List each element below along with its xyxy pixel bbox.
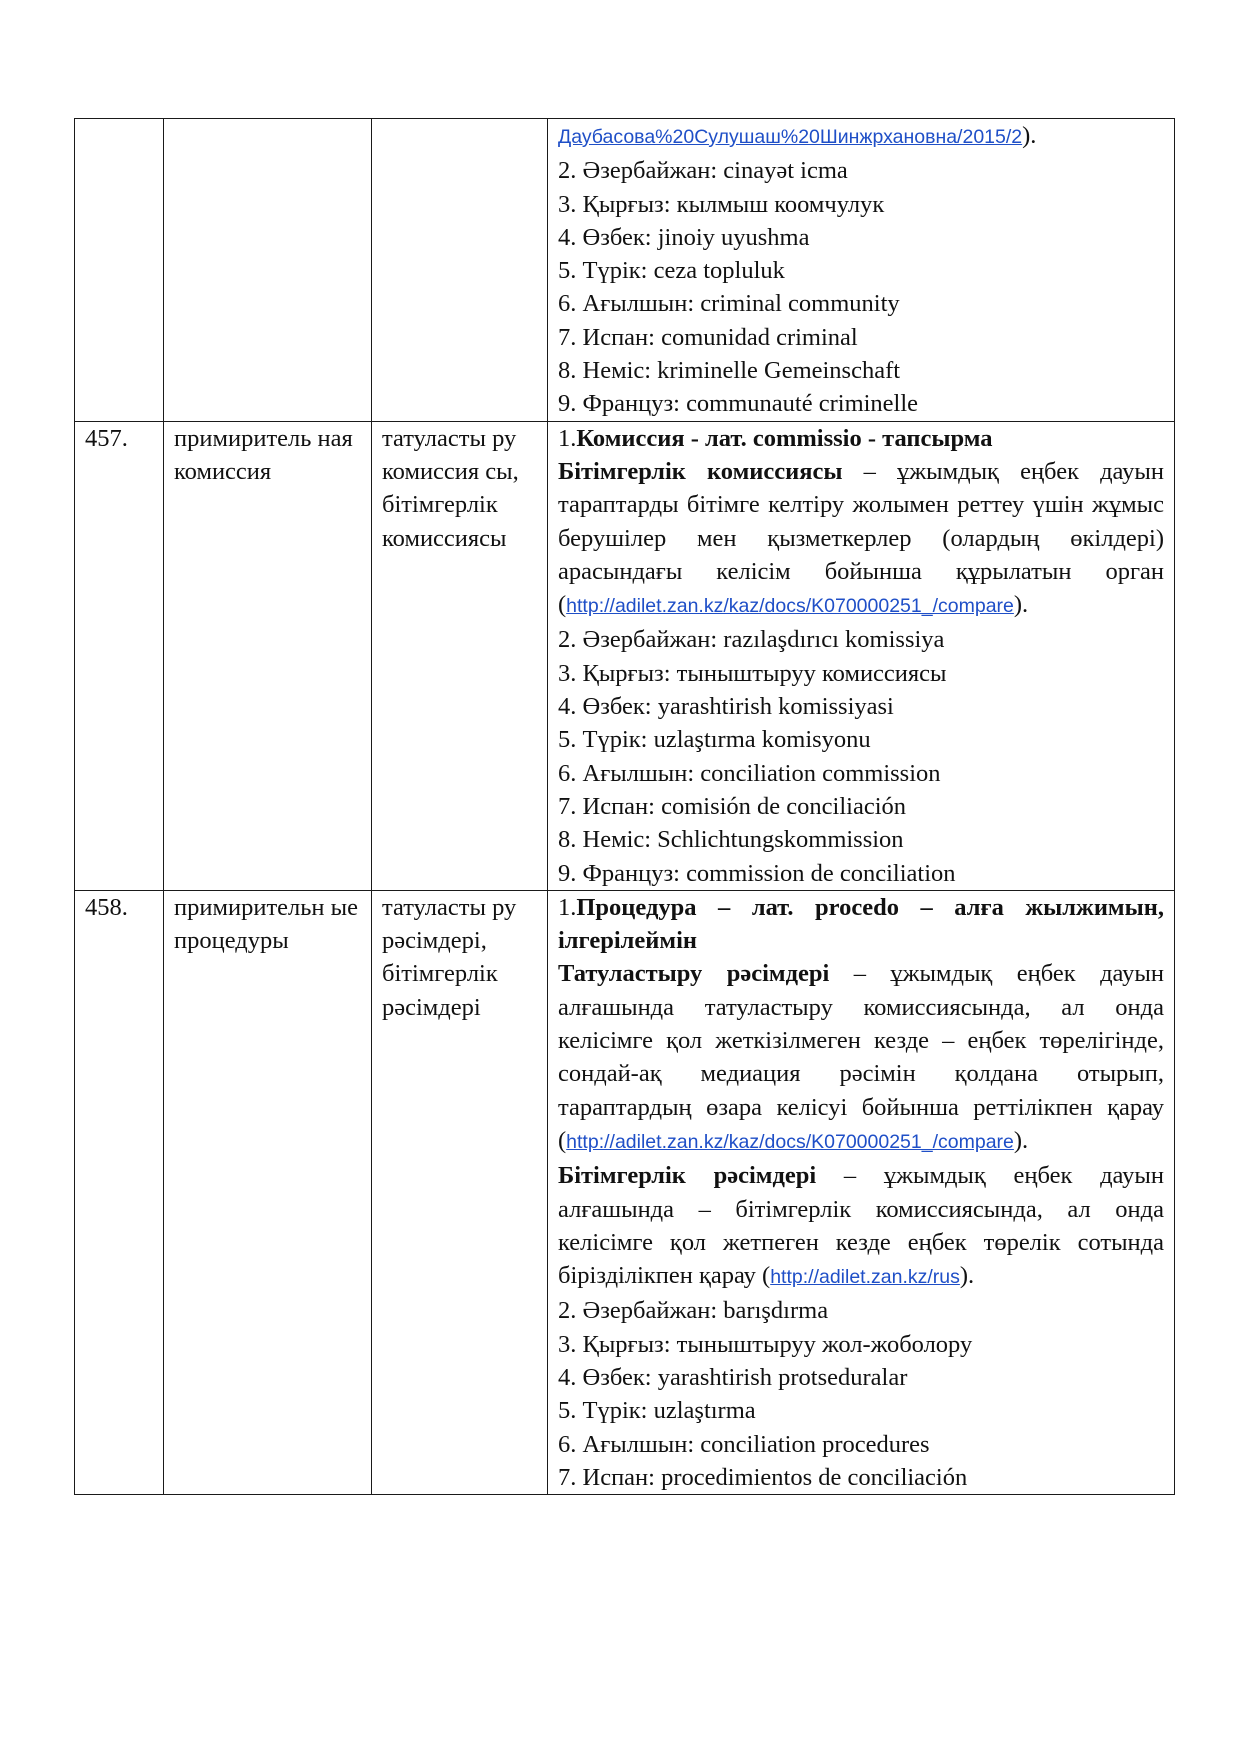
cell-kazakh-term bbox=[372, 119, 548, 422]
list-item: 9. Француз: communauté criminelle bbox=[558, 390, 919, 418]
term-heading: Бітімгерлік рәсімдері bbox=[558, 1162, 817, 1190]
cell-number bbox=[75, 119, 164, 422]
list-item: 7. Испан: comunidad criminal bbox=[558, 323, 858, 351]
list-item: 3. Қырғыз: кылмыш коомчулук bbox=[558, 190, 885, 218]
definition-text: – ұжымдық еңбек дауын тараптарды бітімге келтіру жолымен реттеу үшін жұмыс берушілер мен қызметкерлер (олардың өкілдері) арасындағы келісім бойынша құрылатын орган bbox=[558, 457, 1164, 585]
cell-russian-term: примиритель ная комиссия bbox=[164, 421, 372, 890]
source-link[interactable]: http://adilet.zan.kz/rus bbox=[770, 1266, 960, 1289]
list-item: 8. Неміс: kriminelle Gemeinschaft bbox=[558, 357, 901, 385]
list-item: 7. Испан: procedimientos de conciliación bbox=[558, 1463, 968, 1491]
definition-paragraph: Бітімгерлік комиссиясы – ұжымдық еңбек дауын тараптарды бітімге келтіру жолымен реттеу үшін жұмыс берушілер мен қызметкерлер (олардың өкілдері) арасындағы келісім бойынша құрылатын орган (http://adilet.zan.kz/kaz/docs/K070000251_/compare). bbox=[558, 457, 1164, 619]
cell-russian-term bbox=[164, 119, 372, 422]
list-item: 9. Француз: commission de conciliation bbox=[558, 859, 956, 887]
source-link-line: Даубасова%20Сулушаш%20Шинжрхановна/2015/2). bbox=[558, 122, 1037, 149]
definition-paragraph: Бітімгерлік рәсімдері – ұжымдық еңбек дауын алғашында – бітімгерлік комиссиясында, ал онда келісімге қол жетпеген кезде еңбек төрелік сотында бірізділікпен қарау (http://adilet.zan.kz/rus). bbox=[558, 1162, 1165, 1290]
list-item: 6. Ағылшын: conciliation commission bbox=[558, 759, 941, 787]
list-item: 3. Қырғыз: тыныштыруу комиссиясы bbox=[558, 659, 947, 687]
cell-russian-term: примирительн ые процедуры bbox=[164, 890, 372, 1494]
etymology: Процедура – лат. procedo – алға жылжимын, ілгерілеймін bbox=[558, 893, 1164, 955]
list-item: 5. Түрік: ceza topluluk bbox=[558, 257, 785, 285]
source-link[interactable]: Даубасова%20Сулушаш%20Шинжрхановна/2015/2 bbox=[558, 126, 1023, 148]
table-row-continuation bbox=[75, 119, 1175, 422]
term-heading: Татуластыру рәсімдері bbox=[558, 960, 830, 988]
list-item: 4. Өзбек: jinoiy uyushma bbox=[558, 223, 810, 251]
list-item: 8. Неміс: Schlichtungskommission bbox=[558, 826, 904, 854]
cell-number: 457. bbox=[75, 421, 164, 890]
definition-text: – ұжымдық еңбек дауын алғашында татуластыру комиссиясында, ал онда келісімге қол жеткізілмеген кезде – еңбек төрелігінде, сондай-ақ медиация рәсімін қолдана отырып, тараптардың өзара келісуі бойынша реттілікпен қарау bbox=[558, 960, 1165, 1121]
list-item: 2. Әзербайжан: razılaşdırıcı komissiya bbox=[558, 626, 945, 654]
cell-number: 458. bbox=[75, 890, 164, 1494]
translation-list bbox=[558, 154, 1164, 420]
list-item: 6. Ағылшын: criminal community bbox=[558, 290, 900, 318]
cell-definition bbox=[548, 421, 1175, 890]
cell-definition bbox=[548, 890, 1175, 1494]
source-link[interactable]: http://adilet.zan.kz/kaz/docs/K070000251_/compare bbox=[566, 1130, 1014, 1153]
list-item: 5. Түрік: uzlaştırma komisyonu bbox=[558, 726, 871, 754]
list-item: 2. Әзербайжан: barışdırma bbox=[558, 1297, 829, 1325]
table-row-457 bbox=[75, 421, 1175, 890]
list-item: 7. Испан: comisión de conciliación bbox=[558, 792, 907, 820]
table-row-458 bbox=[75, 890, 1175, 1494]
cell-kazakh-term: татуласты ру рәсімдері, бітімгерлік рәсімдері bbox=[372, 890, 548, 1494]
cell-definition bbox=[548, 119, 1175, 422]
etymology-line: 1.Процедура – лат. procedo – алға жылжимын, ілгерілеймін bbox=[558, 893, 1164, 955]
source-link[interactable]: http://adilet.zan.kz/kaz/docs/K070000251_/compare bbox=[566, 595, 1014, 618]
translation-list bbox=[558, 1294, 1164, 1494]
glossary-table bbox=[74, 118, 1175, 1495]
list-item: 5. Түрік: uzlaştırma bbox=[558, 1397, 756, 1425]
term-heading: Бітімгерлік комиссиясы bbox=[558, 457, 843, 485]
list-item: 4. Өзбек: yarashtirish komissiyasi bbox=[558, 693, 894, 721]
etymology-line: 1.Комиссия - лат. commissio - тапсырма bbox=[558, 424, 993, 452]
list-item: 6. Ағылшын: conciliation procedures bbox=[558, 1430, 930, 1458]
etymology: Комиссия - лат. commissio - тапсырма bbox=[576, 424, 993, 452]
list-item: 2. Әзербайжан: cinayət icma bbox=[558, 157, 848, 185]
cell-kazakh-term: татуласты ру комиссия сы, бітімгерлік комиссиясы bbox=[372, 421, 548, 890]
definition-text: – ұжымдық еңбек дауын алғашында – бітімгерлік комиссиясында, ал онда келісімге қол жетпеген кезде еңбек төрелік сотында бірізділікпен қарау bbox=[558, 1162, 1165, 1290]
definition-paragraph: Татуластыру рәсімдері – ұжымдық еңбек дауын алғашында татуластыру комиссиясында, ал онда келісімге қол жеткізілмеген кезде – еңбек төрелігінде, сондай-ақ медиация рәсімін қолдана отырып, тараптардың өзара келісуі бойынша реттілікпен қарау (http://adilet.zan.kz/kaz/docs/K070000251_/compare). bbox=[558, 960, 1165, 1154]
list-item: 4. Өзбек: yarashtirish protseduralar bbox=[558, 1363, 908, 1391]
list-item: 3. Қырғыз: тыныштыруу жол-жоболору bbox=[558, 1330, 973, 1358]
translation-list bbox=[558, 623, 1164, 889]
